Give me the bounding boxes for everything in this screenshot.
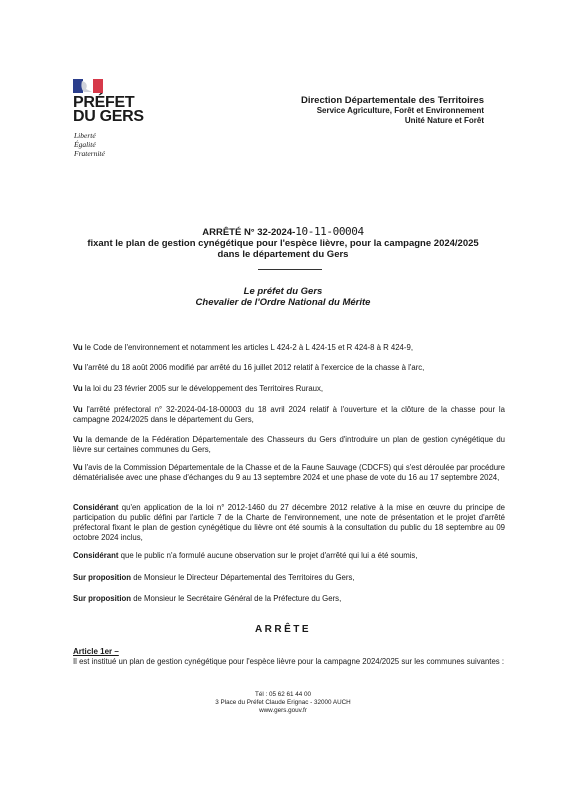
visa-code-environnement: Vu le Code de l'environnement et notamment les articles L 424-2 à L 424-15 et R 424-8 à R 424-9, <box>73 343 413 352</box>
prefet-logo-title <box>73 96 144 124</box>
proposition-directeur-ddt: Sur proposition de Monsieur le Directeur Départemental des Territoires du Gers, <box>73 573 355 582</box>
considerant-consultation-public: Considérant qu'en application de la loi n° 2012-1460 du 27 décembre 2012 relative à la mise en œuvre du principe de participation du public défini par l'article 7 de la Charte de l'environnement, une note de présentation et le projet d'arrêté préfectoral fixant le plan de gestion cynégétique du lièvre ont été soumis à la consultation du public du 18 septembre au 09 octobre 2024 inclus, <box>73 503 505 542</box>
visa-arrete-chasse-arc: Vu l'arrêté du 18 août 2006 modifié par arrêté du 16 juillet 2012 relatif à l'exercice de la chasse à l'arc, <box>73 363 425 372</box>
considerant-aucune-observation: Considérant que le public n'a formulé aucune observation sur le projet d'arrêté qui lui a été soumis, <box>73 551 418 560</box>
arrete-subject: fixant le plan de gestion cynégétique pour l'espèce lièvre, pour la campagne 2024/2025 <box>87 238 479 249</box>
arrete-subject-department: dans le département du Gers <box>217 249 349 260</box>
motto-egalite: Égalité <box>74 140 96 149</box>
prefet-name: Le préfet du Gers <box>243 286 323 297</box>
arrete-number <box>60 226 506 238</box>
article-1-label: Article 1er – <box>73 647 119 656</box>
logo-title-line1: PRÉFET <box>73 94 135 111</box>
footer-contact <box>60 691 506 715</box>
footer-website[interactable]: www.gers.gouv.fr <box>259 707 307 714</box>
header-unit: Unité Nature et Forêt <box>404 116 484 125</box>
visa-demande-federation: Vu la demande de la Fédération Départementale des Chasseurs du Gers d'introduire un plan de gestion cynégétique du lièvre sur certaines communes du Gers, <box>73 435 505 454</box>
footer-address: 3 Place du Préfet Claude Erignac - 32000 AUCH <box>215 699 351 706</box>
visa-arrete-ouverture-chasse: Vu l'arrêté préfectoral n° 32-2024-04-18-00003 du 18 avril 2024 relatif à l'ouverture et la clôture de la chasse pour la campagne 2024/2025 dans le département du Gers, <box>73 405 505 424</box>
republic-motto <box>74 131 105 158</box>
arrete-number-prefix: ARRÊTÉ N° 32-2024- <box>202 227 296 238</box>
header-service: Service Agriculture, Forêt et Environnement <box>316 106 484 115</box>
proposition-secretaire-general: Sur proposition de Monsieur le Secrétaire Général de la Préfecture du Gers, <box>73 594 342 603</box>
motto-liberte: Liberté <box>74 131 96 140</box>
footer-phone: Tél : 05 62 61 44 00 <box>254 691 311 698</box>
logo-title-line2: DU GERS <box>73 108 144 125</box>
prefet-distinction: Chevalier de l'Ordre National du Mérite <box>195 297 371 308</box>
visa-loi-territoires-ruraux: Vu la loi du 23 février 2005 sur le développement des Territoires Ruraux, <box>73 384 324 393</box>
marianne-flag-logo <box>73 79 103 93</box>
arrete-heading: ARRÊTE <box>254 624 312 635</box>
arrete-number-handwritten: 10-11-00004 <box>295 225 364 238</box>
article-1-text: Il est institué un plan de gestion cynégétique pour l'espèce lièvre pour la campagne 2024/2025 sur les communes suivantes : <box>73 657 505 666</box>
motto-fraternite: Fraternité <box>74 149 105 158</box>
visa-avis-cdcfs: Vu l'avis de la Commission Départementale de la Chasse et de la Faune Sauvage (CDCFS) qui s'est déroulée par procédure dématérialisée avec une phase d'échanges du 9 au 13 septembre 2024 et une phase de vote du 16 au 17 septembre 2024, <box>73 463 505 482</box>
header-direction: Direction Départementale des Territoires <box>300 95 484 106</box>
title-divider <box>258 269 322 270</box>
